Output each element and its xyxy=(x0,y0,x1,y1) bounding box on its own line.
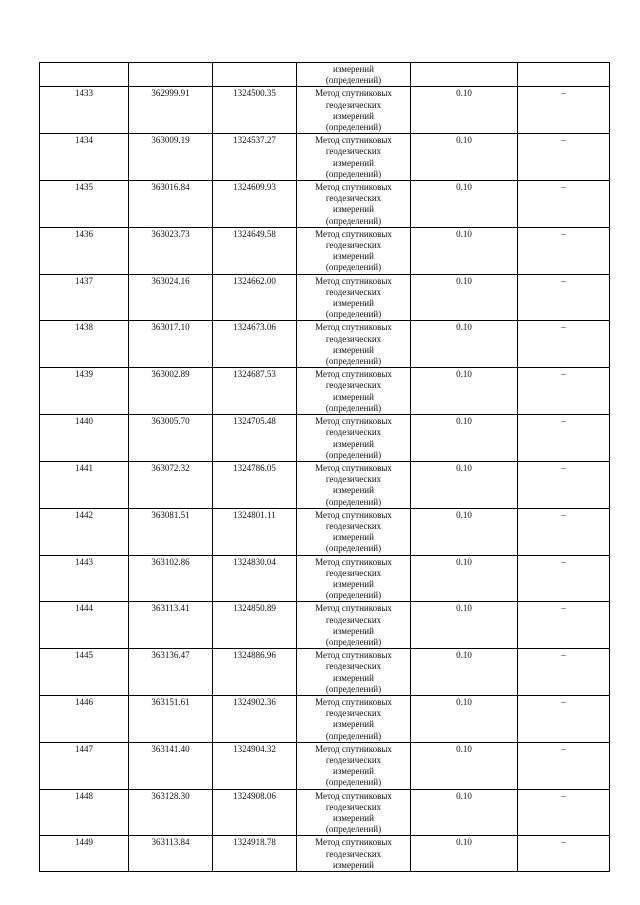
x-coordinate-cell: 362999.91 xyxy=(129,87,213,134)
note-cell: – xyxy=(518,461,610,508)
note-cell: – xyxy=(518,742,610,789)
point-number-cell: 1435 xyxy=(40,181,129,228)
method-line: геодезических xyxy=(325,240,382,251)
method-line: Метод спутниковых xyxy=(315,462,392,473)
note-cell: – xyxy=(518,695,610,742)
accuracy-cell: 0.10 xyxy=(411,555,518,602)
table-row xyxy=(40,227,610,274)
table-row xyxy=(40,695,610,742)
table-row xyxy=(40,368,610,415)
y-coordinate-cell: 1324918.78 xyxy=(213,836,297,872)
method-line: (определений) xyxy=(325,730,382,741)
method-line: Метод спутниковых xyxy=(315,275,392,286)
note-cell: – xyxy=(518,602,610,649)
method-line: (определений) xyxy=(325,636,382,647)
method-line: геодезических xyxy=(325,474,382,485)
point-number-cell xyxy=(40,63,129,87)
table-row xyxy=(40,789,610,836)
x-coordinate-cell: 363151.61 xyxy=(129,695,213,742)
method-cell xyxy=(297,508,411,555)
method-cell xyxy=(297,274,411,321)
point-number-cell: 1437 xyxy=(40,274,129,321)
method-line: Метод спутниковых xyxy=(315,369,392,380)
point-number-cell: 1447 xyxy=(40,742,129,789)
y-coordinate-cell: 1324673.06 xyxy=(213,321,297,368)
method-line: геодезических xyxy=(325,333,382,344)
method-line: (определений) xyxy=(325,543,382,554)
y-coordinate-cell: 1324801.11 xyxy=(213,508,297,555)
method-line: Метод спутниковых xyxy=(315,790,392,801)
method-line: геодезических xyxy=(325,99,382,110)
y-coordinate-cell: 1324687.53 xyxy=(213,368,297,415)
method-line: (определений) xyxy=(325,356,382,367)
method-line: Метод спутниковых xyxy=(315,182,392,193)
method-line: (определений) xyxy=(325,122,382,133)
method-line: Метод спутниковых xyxy=(315,322,392,333)
note-cell: – xyxy=(518,836,610,872)
note-cell: – xyxy=(518,508,610,555)
method-line: измерений xyxy=(333,532,374,543)
table-row xyxy=(40,321,610,368)
table-row xyxy=(40,836,610,872)
note-cell: – xyxy=(518,368,610,415)
x-coordinate-cell: 363102.86 xyxy=(129,555,213,602)
accuracy-cell: 0.10 xyxy=(411,695,518,742)
method-line: измерений xyxy=(333,438,374,449)
point-number-cell: 1439 xyxy=(40,368,129,415)
method-line: Метод спутниковых xyxy=(315,556,392,567)
continuation-row xyxy=(40,63,610,87)
method-line: Метод спутниковых xyxy=(315,135,392,146)
method-cell xyxy=(297,461,411,508)
note-cell: – xyxy=(518,181,610,228)
x-coordinate-cell: 363017.10 xyxy=(129,321,213,368)
method-cell xyxy=(297,227,411,274)
method-line: геодезических xyxy=(325,520,382,531)
method-line: измерений xyxy=(333,157,374,168)
table-row xyxy=(40,742,610,789)
method-cell xyxy=(297,181,411,228)
method-line: измерений xyxy=(333,578,374,589)
x-coordinate-cell: 363005.70 xyxy=(129,415,213,462)
method-cell xyxy=(297,789,411,836)
accuracy-cell: 0.10 xyxy=(411,227,518,274)
method-line: (определений) xyxy=(325,777,382,788)
point-number-cell: 1449 xyxy=(40,836,129,872)
table-row xyxy=(40,555,610,602)
table-row xyxy=(40,274,610,321)
method-line: (определений) xyxy=(325,824,382,835)
y-coordinate-cell: 1324904.32 xyxy=(213,742,297,789)
table-row xyxy=(40,649,610,696)
x-coordinate-cell: 363023.73 xyxy=(129,227,213,274)
note-cell: – xyxy=(518,649,610,696)
y-coordinate-cell: 1324609.93 xyxy=(213,181,297,228)
point-number-cell: 1440 xyxy=(40,415,129,462)
method-cell xyxy=(297,415,411,462)
accuracy-cell: 0.10 xyxy=(411,508,518,555)
method-cell xyxy=(297,695,411,742)
y-coordinate-cell: 1324649.58 xyxy=(213,227,297,274)
y-coordinate-cell: 1324908.06 xyxy=(213,789,297,836)
method-line: (определений) xyxy=(325,496,382,507)
method-line: измерений xyxy=(333,719,374,730)
method-line: измерений xyxy=(333,204,374,215)
accuracy-cell: 0.10 xyxy=(411,321,518,368)
table-row xyxy=(40,415,610,462)
method-cell xyxy=(297,63,411,87)
table-row xyxy=(40,134,610,181)
method-line: измерений xyxy=(333,485,374,496)
note-cell: – xyxy=(518,274,610,321)
method-line: (определений) xyxy=(325,449,382,460)
point-number-cell: 1433 xyxy=(40,87,129,134)
accuracy-cell: 0.10 xyxy=(411,789,518,836)
method-line: измерений xyxy=(333,672,374,683)
x-coordinate-cell: 363024.16 xyxy=(129,274,213,321)
accuracy-cell: 0.10 xyxy=(411,181,518,228)
table-row xyxy=(40,508,610,555)
note-cell: – xyxy=(518,789,610,836)
method-line: Метод спутниковых xyxy=(315,228,392,239)
method-cell xyxy=(297,134,411,181)
table-row xyxy=(40,87,610,134)
method-line: Метод спутниковых xyxy=(315,696,392,707)
method-line: Метод спутниковых xyxy=(315,416,392,427)
accuracy-cell: 0.10 xyxy=(411,134,518,181)
method-line: геодезических xyxy=(325,567,382,578)
note-cell: – xyxy=(518,87,610,134)
note-cell: – xyxy=(518,321,610,368)
x-coordinate-cell: 363113.84 xyxy=(129,836,213,872)
method-line: измерений xyxy=(333,625,374,636)
accuracy-cell: 0.10 xyxy=(411,461,518,508)
point-number-cell: 1444 xyxy=(40,602,129,649)
y-coordinate-cell: 1324537.27 xyxy=(213,134,297,181)
x-coordinate-cell: 363128.30 xyxy=(129,789,213,836)
method-line: геодезических xyxy=(325,286,382,297)
point-number-cell: 1438 xyxy=(40,321,129,368)
note-cell xyxy=(518,63,610,87)
table-row xyxy=(40,181,610,228)
method-line: измерений xyxy=(333,251,374,262)
accuracy-cell: 0.10 xyxy=(411,742,518,789)
accuracy-cell: 0.10 xyxy=(411,274,518,321)
x-coordinate-cell: 363081.51 xyxy=(129,508,213,555)
method-line: измерений xyxy=(333,766,374,777)
coordinates-table xyxy=(39,62,610,872)
method-line: Метод спутниковых xyxy=(315,743,392,754)
x-coordinate-cell: 363016.84 xyxy=(129,181,213,228)
method-line: геодезических xyxy=(325,661,382,672)
note-cell: – xyxy=(518,415,610,462)
method-cell xyxy=(297,87,411,134)
method-line: измерений xyxy=(333,110,374,121)
method-line: геодезических xyxy=(325,427,382,438)
y-coordinate-cell xyxy=(213,63,297,87)
method-cell xyxy=(297,555,411,602)
note-cell: – xyxy=(518,134,610,181)
method-line: геодезических xyxy=(325,614,382,625)
method-cell xyxy=(297,742,411,789)
method-line: измерений xyxy=(333,344,374,355)
x-coordinate-cell: 363009.19 xyxy=(129,134,213,181)
x-coordinate-cell xyxy=(129,63,213,87)
point-number-cell: 1434 xyxy=(40,134,129,181)
note-cell: – xyxy=(518,227,610,274)
method-line: Метод спутниковых xyxy=(315,509,392,520)
note-cell: – xyxy=(518,555,610,602)
y-coordinate-cell: 1324705.48 xyxy=(213,415,297,462)
method-line: (определений) xyxy=(325,75,382,86)
table-row xyxy=(40,461,610,508)
method-line: (определений) xyxy=(325,590,382,601)
point-number-cell: 1442 xyxy=(40,508,129,555)
method-line: (определений) xyxy=(325,262,382,273)
method-line: измерений xyxy=(333,391,374,402)
y-coordinate-cell: 1324902.36 xyxy=(213,695,297,742)
method-line: геодезических xyxy=(325,801,382,812)
accuracy-cell: 0.10 xyxy=(411,87,518,134)
point-number-cell: 1441 xyxy=(40,461,129,508)
method-line: Метод спутниковых xyxy=(315,88,392,99)
method-line: геодезических xyxy=(325,193,382,204)
method-line: геодезических xyxy=(325,146,382,157)
accuracy-cell: 0.10 xyxy=(411,836,518,872)
point-number-cell: 1436 xyxy=(40,227,129,274)
y-coordinate-cell: 1324786.05 xyxy=(213,461,297,508)
point-number-cell: 1448 xyxy=(40,789,129,836)
method-line: (определений) xyxy=(325,309,382,320)
x-coordinate-cell: 363072.32 xyxy=(129,461,213,508)
accuracy-cell: 0.10 xyxy=(411,649,518,696)
method-cell xyxy=(297,602,411,649)
accuracy-cell: 0.10 xyxy=(411,415,518,462)
y-coordinate-cell: 1324662.00 xyxy=(213,274,297,321)
point-number-cell: 1445 xyxy=(40,649,129,696)
point-number-cell: 1446 xyxy=(40,695,129,742)
method-line: измерений xyxy=(333,859,374,870)
method-line: измерений xyxy=(333,813,374,823)
table-row xyxy=(40,602,610,649)
y-coordinate-cell: 1324500.35 xyxy=(213,87,297,134)
method-line: геодезических xyxy=(325,754,382,765)
x-coordinate-cell: 363136.47 xyxy=(129,649,213,696)
y-coordinate-cell: 1324886.96 xyxy=(213,649,297,696)
method-line: Метод спутниковых xyxy=(315,603,392,614)
method-line: измерений xyxy=(333,298,374,309)
point-number-cell: 1443 xyxy=(40,555,129,602)
method-line: Метод спутниковых xyxy=(315,837,392,848)
accuracy-cell xyxy=(411,63,518,87)
method-line: геодезических xyxy=(325,708,382,719)
x-coordinate-cell: 363141.40 xyxy=(129,742,213,789)
method-cell xyxy=(297,649,411,696)
x-coordinate-cell: 363113.41 xyxy=(129,602,213,649)
method-line: геодезических xyxy=(325,848,382,859)
method-line: геодезических xyxy=(325,380,382,391)
method-line: (определений) xyxy=(325,168,382,179)
method-cell xyxy=(297,836,411,872)
accuracy-cell: 0.10 xyxy=(411,368,518,415)
method-line: Метод спутниковых xyxy=(315,650,392,661)
method-line: (определений) xyxy=(325,215,382,226)
method-cell xyxy=(297,368,411,415)
method-line: (определений) xyxy=(325,402,382,413)
y-coordinate-cell: 1324830.04 xyxy=(213,555,297,602)
accuracy-cell: 0.10 xyxy=(411,602,518,649)
method-cell xyxy=(297,321,411,368)
x-coordinate-cell: 363002.89 xyxy=(129,368,213,415)
y-coordinate-cell: 1324850.89 xyxy=(213,602,297,649)
method-line: измерений xyxy=(333,64,374,74)
method-line: (определений) xyxy=(325,683,382,694)
table-body xyxy=(40,63,610,872)
